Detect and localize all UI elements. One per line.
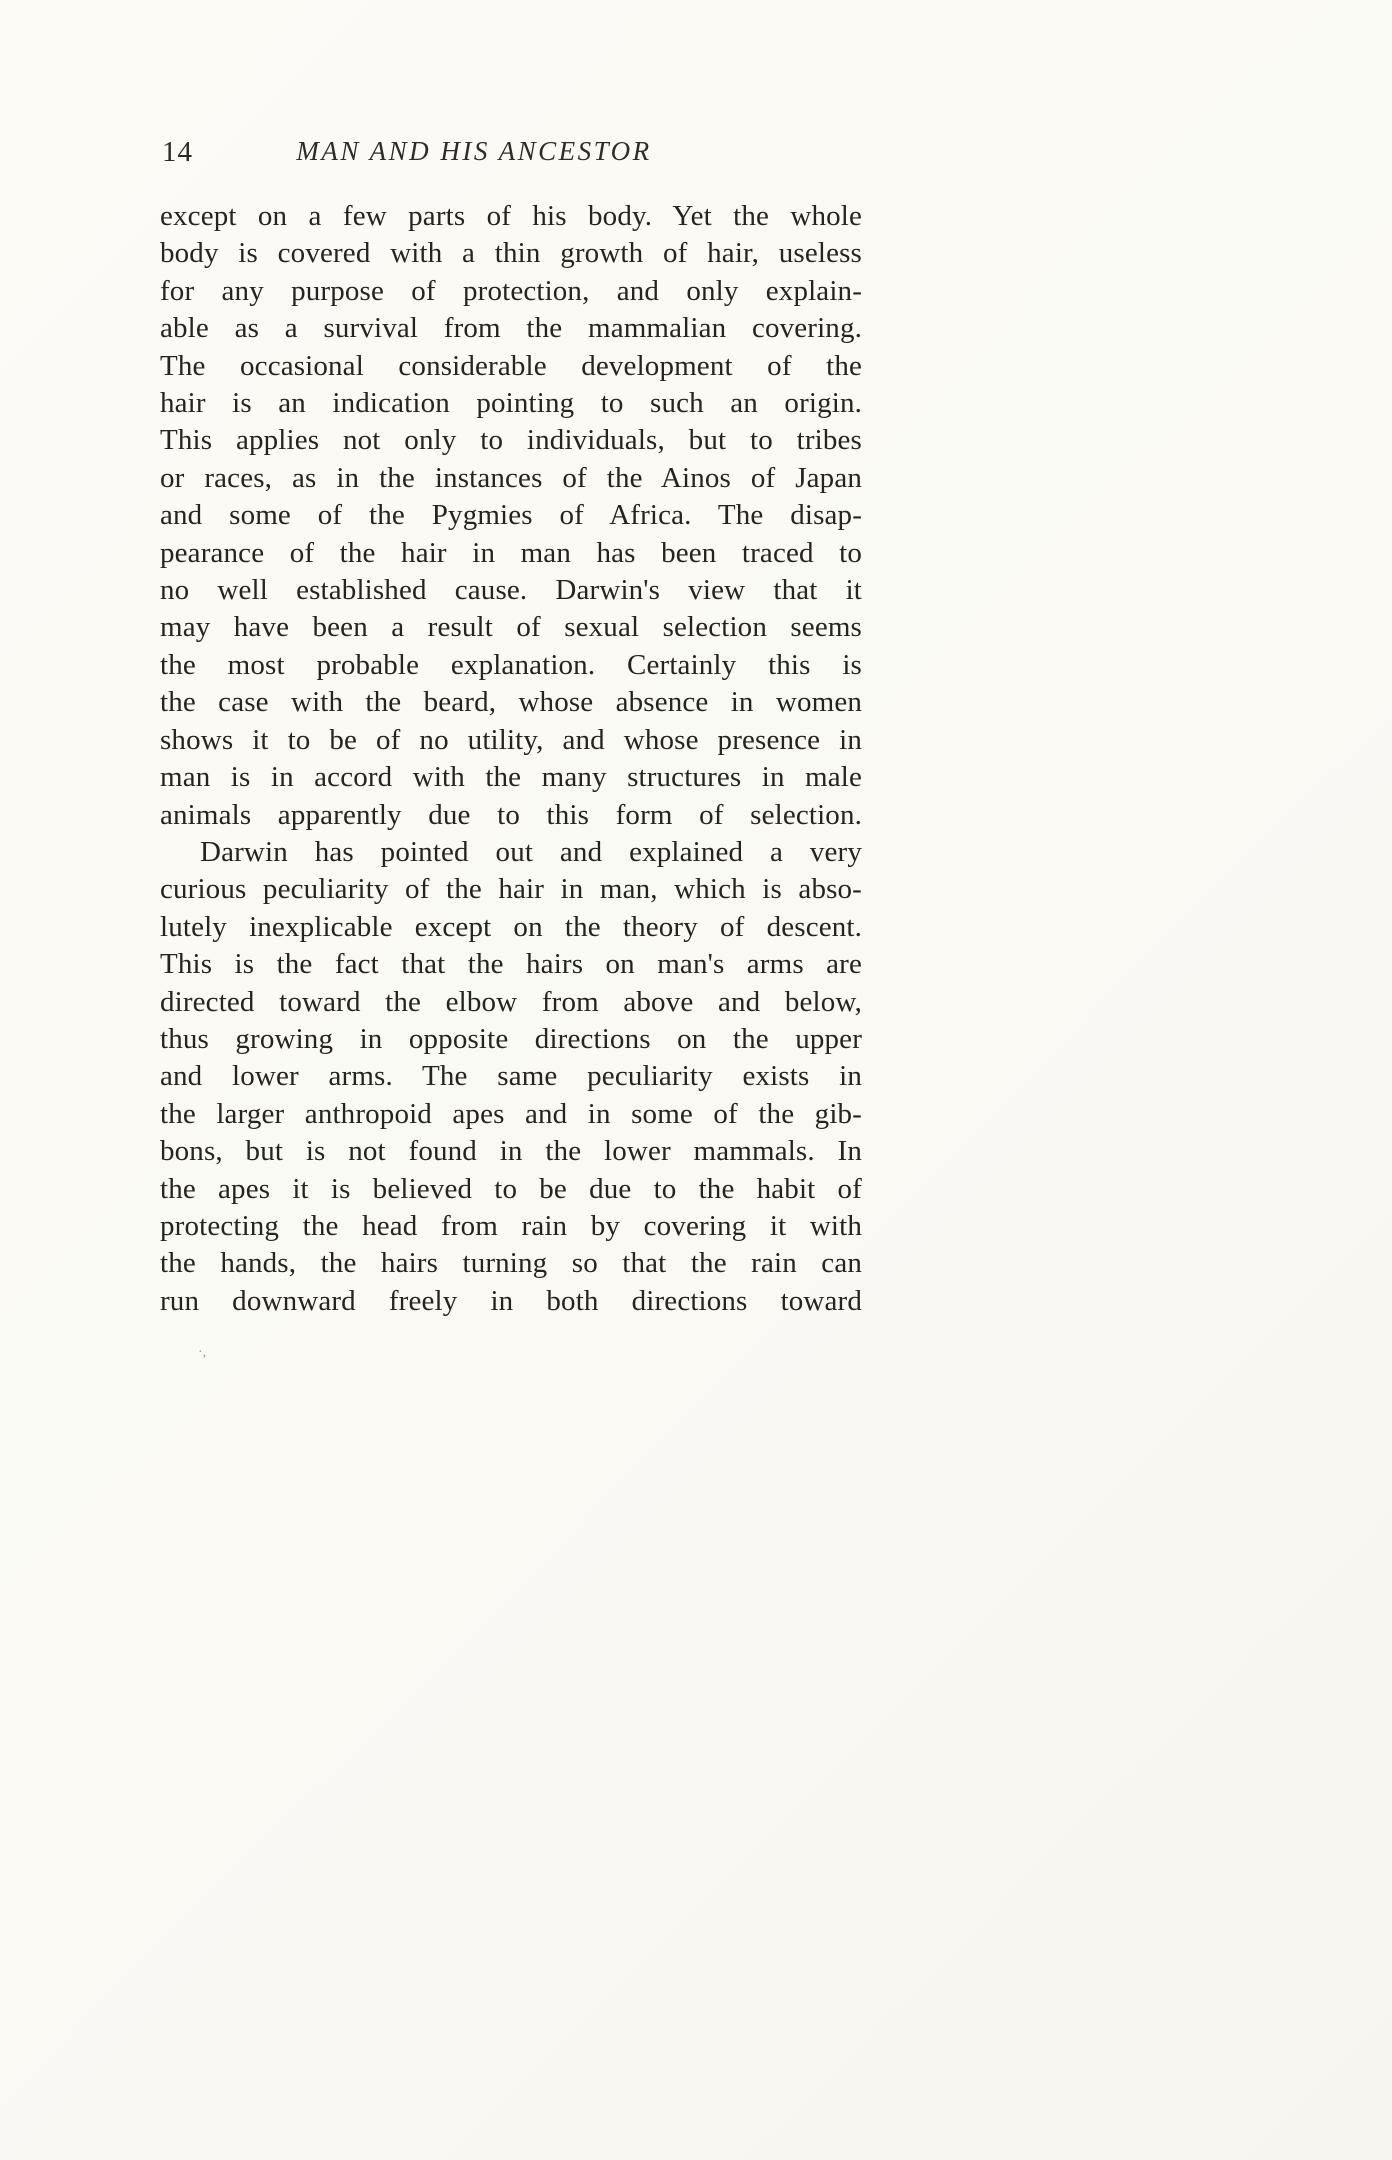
text-line: hair is an indication pointing to such an origin.: [160, 387, 862, 420]
text-line: body is covered with a thin growth of hair, useless: [160, 237, 862, 270]
text-line: run downward freely in both directions toward: [160, 1284, 862, 1317]
text-line: man is in accord with the many structures in male: [160, 761, 862, 794]
text-line: except on a few parts of his body. Yet the whole: [160, 200, 862, 232]
text-line: for any purpose of protection, and only explain-: [160, 274, 862, 307]
text-line: This is the fact that the hairs on man's arms are: [160, 948, 862, 981]
running-title: MAN AND HIS ANCESTOR: [296, 136, 652, 166]
text-line: may have been a result of sexual selection seems: [160, 611, 862, 644]
text-line: directed toward the elbow from above and below,: [160, 985, 862, 1018]
text-line: lutely inexplicable except on the theory of descent.: [160, 910, 862, 943]
text-line: the case with the beard, whose absence in women: [160, 686, 862, 719]
text-line: able as a survival from the mammalian covering.: [160, 312, 862, 345]
page-body: [160, 198, 862, 1320]
scan-artifact: ·,: [198, 1345, 207, 1360]
text-line: shows it to be of no utility, and whose presence in: [160, 723, 862, 756]
text-line: and some of the Pygmies of Africa. The disap-: [160, 499, 862, 532]
text-line: protecting the head from rain by covering it with: [160, 1209, 862, 1242]
text-line: animals apparently due to this form of selection.: [160, 798, 862, 831]
text-line: thus growing in opposite directions on the upper: [160, 1022, 862, 1055]
text-line: no well established cause. Darwin's view that it: [160, 574, 862, 607]
page-number: 14: [162, 136, 193, 168]
text-line: pearance of the hair in man has been traced to: [160, 536, 862, 569]
text-line: The occasional considerable development of the: [160, 349, 862, 382]
text-line: and lower arms. The same peculiarity exists in: [160, 1060, 862, 1093]
text-line: the apes it is believed to be due to the habit of: [160, 1172, 862, 1205]
page-header: [160, 136, 862, 176]
text-line: bons, but is not found in the lower mammals. In: [160, 1135, 862, 1168]
text-line: the most probable explanation. Certainly this is: [160, 648, 862, 681]
text-line: or races, as in the instances of the Ainos of Japan: [160, 461, 862, 494]
text-line: the hands, the hairs turning so that the rain can: [160, 1247, 862, 1280]
text-line: curious peculiarity of the hair in man, which is abso-: [160, 873, 862, 906]
text-line: Darwin has pointed out and explained a very: [200, 835, 862, 868]
text-line: the larger anthropoid apes and in some of the gib-: [160, 1097, 862, 1130]
text-line: This applies not only to individuals, but to tribes: [160, 424, 862, 457]
